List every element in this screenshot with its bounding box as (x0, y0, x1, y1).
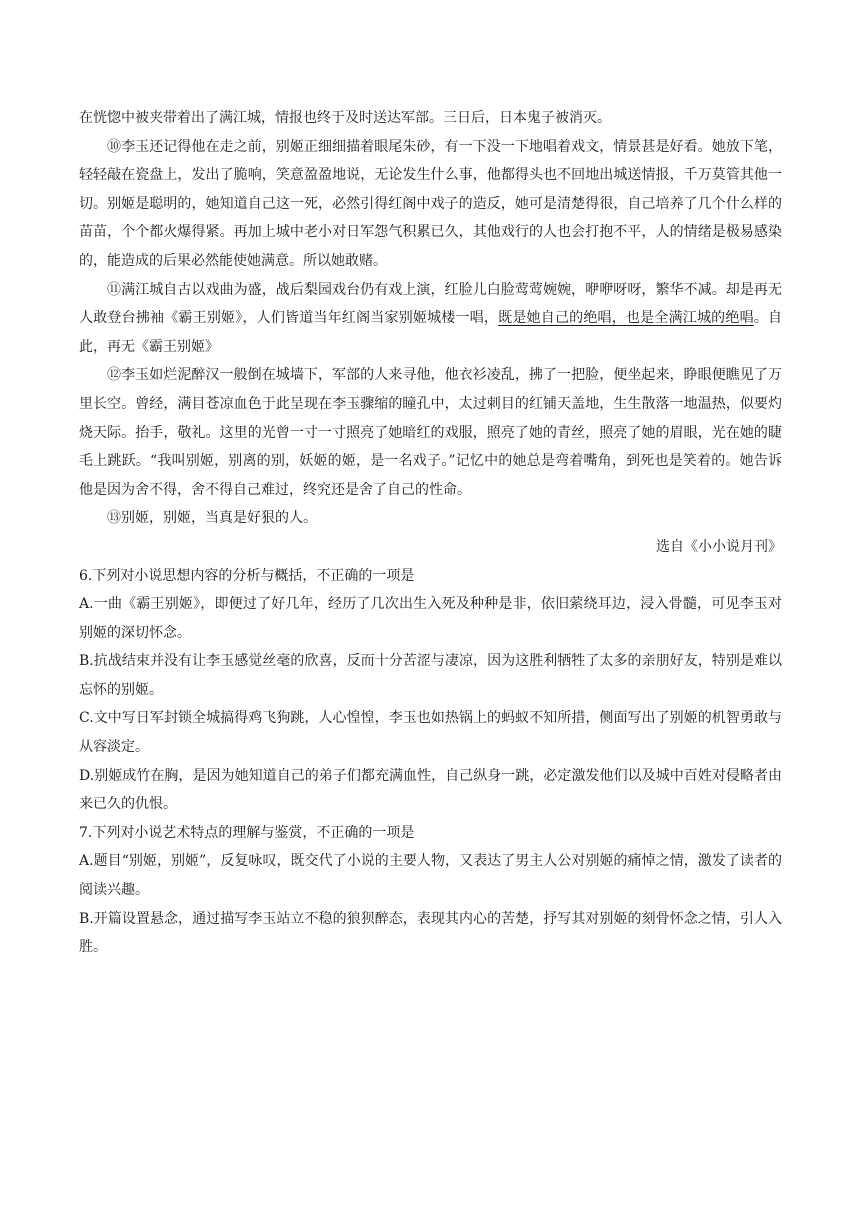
document-page (79, 104, 782, 962)
question-7-stem: 7.下列对小说艺术特点的理解与鉴赏，不正确的一项是 (79, 824, 415, 841)
story-paragraph-11-end: 。自此，再无《霸王别姬》 (79, 310, 783, 355)
story-paragraph-continued: 在恍惚中被夹带着出了满江城，情报也终于及时送达军部。三日后，日本鬼子被消灭。 (79, 110, 611, 126)
question-6-option-d: D.别姬成竹在胸，是因为她知道自己的弟子们都充满血性，自己纵身一跳，必定激发他们以及城中百姓对侵略者由来已久的仇恨。 (79, 767, 782, 813)
question-7-option-b: B.开篇设置悬念，通过描写李玉站立不稳的狼狈醉态，表现其内心的苦楚，抒写其对别姬的刻骨怀念之情，引人入胜。 (79, 910, 782, 956)
story-paragraph-11-text: ⑪满江城自古以戏曲为盛，战后梨园戏台仍有戏上演，红脸儿白脸莺莺婉婉，咿咿呀呀，繁华不减。却是再无人敢登台拂袖《霸王别姬》，人们皆道当年红阁当家别姬城楼一唱， (79, 281, 782, 327)
question-6-stem: 6.下列对小说思想内容的分析与概括，不正确的一项是 (79, 567, 415, 584)
source-citation: 选自《小小说月刊》 (656, 538, 782, 555)
question-6-option-b: B.抗战结束并没有让李玉感觉丝毫的欣喜，反而十分苦涩与凄凉，因为这胜利牺牲了太多的亲朋好友，特别是难以忘怀的别姬。 (79, 653, 782, 698)
question-7-option-a: A.题目“别姬，别姬”，反复咏叹，既交代了小说的主要人物，又表达了男主人公对别姬的痛悼之情，激发了读者的阅读兴趣。 (79, 853, 782, 899)
question-6-option-a: A.一曲《霸王别姬》，即便过了好几年，经历了几次出生入死及种种是非，依旧萦绕耳边，浸入骨髓，可见李玉对别姬的深切怀念。 (79, 596, 782, 641)
story-paragraph-11 (79, 276, 782, 362)
story-paragraph-12: ⑫李玉如烂泥醉汉一般倒在城墙下，军部的人来寻他，他衣衫凌乱，拂了一把脸，便坐起来，睁眼便瞧见了万里长空。曾经，满目苍凉血色于此呈现在李玉骤缩的瞳孔中，太过刺目的红铺天盖地，生生散落一地温热，似要灼烧天际。抬手，敬礼。这里的光曾一寸一寸照亮了她暗红的戏服，照亮了她的青丝，照亮了她的眉眼，光在她的睫毛上跳跃。“我叫别姬，别离的别，妖姬的姬，是一名戏子。”记忆中的她总是弯着嘴角，到死也是笑着的。她告诉他是因为舍不得，舍不得自己难过，终究还是舍了自己的性命。 (79, 367, 782, 498)
question-6-option-c: C.文中写日军封锁全城搞得鸡飞狗跳，人心惶惶，李玉也如热锅上的蚂蚁不知所措，侧面写出了别姬的机智勇敢与从容淡定。 (79, 710, 782, 756)
story-paragraph-13: ⑬别姬，别姬，当真是好狠的人。 (107, 510, 317, 527)
story-paragraph-10: ⑩李玉还记得他在走之前，别姬正细细描着眼尾朱砂，有一下没一下地唱着戏文，情景甚是好看。她放下笔，轻轻敲在瓷盘上，发出了脆响，笑意盈盈地说，无论发生什么事，他都得头也不回地出城送情报，千万莫管其他一切。别姬是聪明的，她知道自己这一死，必然引得红阁中戏子的造反，她可是清楚得很，自己培养了几个什么样的苗苗，个个都火爆得紧。再加上城中老小对日军怨气积累已久，其他戏行的人也会打抱不平，人的情绪是极易感染的，能造成的后果必然能使她满意。所以她敢赌。 (79, 138, 782, 269)
underlined-sentence: 既是她自己的绝唱，也是全满江城的绝唱 (498, 310, 754, 327)
